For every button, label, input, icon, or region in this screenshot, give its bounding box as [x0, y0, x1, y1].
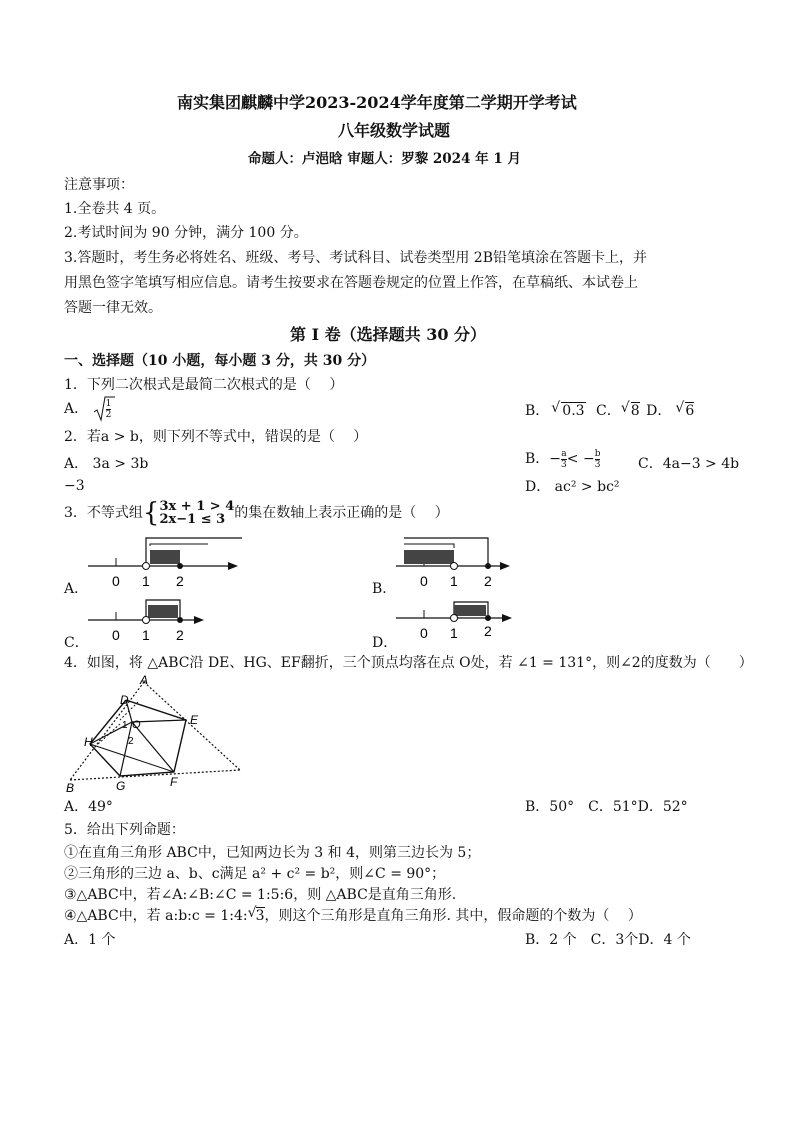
q1-options-bcd: [525, 400, 694, 420]
q5-stem: 5．给出下列命题：: [64, 822, 185, 838]
tick-label-0: 0: [112, 573, 120, 589]
q4-stem: 4．如图，将 △ABC沿 DE、HG、EF翻折，三个顶点均落在点 O处，若 ∠1 = 131°，则∠2的度数为（ ）: [64, 655, 753, 671]
notice-item-2: 2.考试时间为 90 分钟，满分 100 分。: [64, 225, 308, 241]
q3-option-b-label: B．: [372, 581, 397, 597]
q4-options-bcd: B．50° C．51°D．52°: [525, 799, 688, 815]
q2-stem: 2．若a > b，则下列不等式中，错误的是（ ）: [64, 429, 368, 445]
notice-item-3-line2: 用黑色签字笔填写相应信息。请考生按要求在答题卷规定的位置上作答，在草稿纸、本试卷上: [64, 275, 638, 291]
q5-options-bcd: B．2 个 C．3个D．4 个: [525, 932, 691, 948]
q3-stem: 3．不等式组{ 3x + 1 > 4 2x−1 ≤ 3 的集在数轴上表示正确的是（ ）: [64, 498, 449, 528]
exam-title: 南实集团麒麟中学2023-2024学年度第二学期开学考试: [177, 93, 577, 112]
svg-text:2: 2: [484, 573, 492, 589]
q1-c-label: C．: [596, 403, 621, 419]
svg-text:2: 2: [128, 736, 134, 747]
exam-subtitle: 八年级数学试题: [338, 121, 451, 140]
q4-triangle-figure: [60, 672, 250, 794]
q3-number-line-c[interactable]: [88, 596, 213, 646]
svg-text:2: 2: [176, 627, 184, 643]
q1-a-fraction: $\frac{1}{2}$: [105, 398, 112, 420]
notice-item-3-line1: 3.答题时，考生务必将姓名、班级、考号、考试科目、试卷类型用 2B铅笔填涂在答题卡上，并: [64, 250, 648, 266]
q4-option-a: A．49°: [64, 799, 113, 815]
svg-text:1: 1: [450, 573, 458, 589]
svg-text:B: B: [66, 781, 75, 794]
section-heading: 一、选择题（10 小题，每小题 3 分，共 30 分）: [64, 353, 376, 369]
q1-a-label: A．: [64, 401, 89, 417]
q3-option-c-label: C．: [64, 635, 89, 651]
q2-option-b: B．− $\frac{a}{3}$ < − $\frac{b}{3}$: [525, 448, 601, 470]
svg-text:E: E: [190, 713, 199, 727]
q1-b-label: B．: [525, 403, 550, 419]
svg-text:1: 1: [142, 627, 150, 643]
notice-item-3-line3: 答题一律无效。: [64, 300, 162, 316]
svg-text:0: 0: [420, 573, 428, 589]
q1-option-a: [64, 396, 111, 422]
tick-label-2: 2: [176, 573, 184, 589]
q5-proposition-1: ①在直角三角形 ABC中，已知两边长为 3 和 4，则第三边长为 5；: [64, 845, 481, 861]
q3-option-a-label: A．: [64, 581, 89, 597]
q1-c-radical: √ 8: [620, 400, 640, 419]
notice-heading: 注意事项：: [64, 177, 134, 193]
svg-text:A: A: [140, 673, 149, 687]
q3-number-line-b[interactable]: [396, 532, 521, 592]
notice-item-1: 1.全卷共 4 页。: [64, 201, 166, 217]
exam-authors: 命题人：卢浥晗 审题人：罗黎 2024 年 1 月: [248, 151, 521, 167]
q2-option-c: C．4a−3 > 4b: [638, 456, 740, 472]
q1-stem: 1．下列二次根式是最简二次根式的是（ ）: [64, 377, 344, 393]
svg-text:0: 0: [112, 627, 120, 643]
q5-option-a: A．1 个: [64, 932, 116, 948]
svg-text:H: H: [84, 735, 93, 749]
svg-text:0: 0: [420, 625, 428, 641]
q1-d-radical: √ 6: [675, 400, 695, 419]
q5-proposition-2: ②三角形的三边 a、b、c满足 a² + c² = b²，则∠C = 90°；: [64, 866, 446, 882]
svg-text:1: 1: [450, 625, 458, 641]
q5-proposition-3: ③△ABC中，若∠A:∠B:∠C = 1:5:6，则 △ABC是直角三角形.: [64, 887, 457, 903]
tick-label-1: 1: [142, 573, 150, 589]
svg-text:2: 2: [484, 623, 492, 639]
q1-b-radical: √ 0.3: [551, 400, 585, 419]
svg-text:D: D: [120, 693, 129, 707]
svg-text:G: G: [116, 779, 126, 793]
q5-proposition-4: ④△ABC中，若 a:b:c = 1:4: √ 3，则这个三角形是直角三角形. 其中，假命题的个数为（ ）: [64, 905, 642, 924]
q3-number-line-a[interactable]: [88, 532, 248, 592]
q2-option-c-continued: −3: [64, 478, 85, 494]
svg-text:O: O: [132, 719, 141, 731]
svg-text:1: 1: [122, 720, 128, 731]
q2-option-a: A． 3a > 3b: [64, 456, 149, 472]
part1-heading: 第 I 卷（选择题共 30 分）: [290, 325, 487, 344]
q1-d-label: D．: [646, 403, 672, 419]
q3-number-line-d[interactable]: [396, 596, 521, 646]
q2-option-d: D． ac² > bc²: [525, 479, 620, 495]
brace-icon: {: [142, 498, 160, 528]
q3-option-d-label: D．: [372, 635, 398, 651]
svg-text:F: F: [170, 775, 178, 789]
